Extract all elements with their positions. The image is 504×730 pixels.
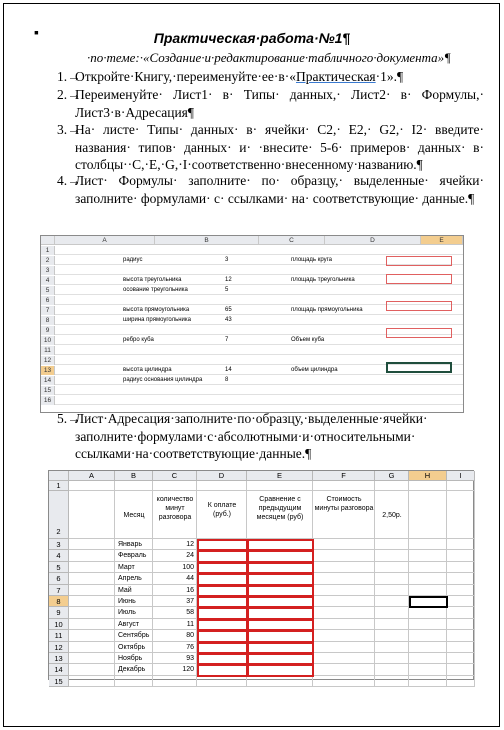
cell (375, 481, 409, 491)
row-number: 1 (49, 481, 69, 491)
cell-c: 5 (225, 287, 229, 293)
cell (313, 653, 375, 664)
column-title: Стоимость минуты разговора (314, 496, 374, 512)
row-number: 2 (41, 256, 55, 265)
cell (313, 619, 375, 630)
task-text-part: ·1».¶ (375, 69, 404, 84)
row-number: 13 (49, 653, 69, 664)
cell (69, 607, 115, 618)
month-cell (115, 676, 153, 687)
cell (313, 676, 375, 687)
task-text: Лист· Формулы· заполните· по· образцу,· выделенные· ячейки· заполните· формулами· с· ссылками· на· соответствующие· данные.¶ (75, 173, 484, 206)
cell (409, 573, 447, 584)
row-number: 8 (49, 596, 69, 607)
task-number: 2.→ (57, 87, 81, 102)
cell (375, 539, 409, 550)
cell (375, 619, 409, 630)
formulas-sheet-screenshot (40, 235, 464, 413)
sheet-row (41, 246, 463, 255)
column-header: A (55, 236, 155, 245)
cell (313, 573, 375, 584)
task-5 (57, 410, 484, 463)
cell (375, 676, 409, 687)
cell (375, 653, 409, 664)
cell-c: 65 (225, 307, 232, 313)
task-text: Лист·Адресация·заполните·по·образцу,·выделенные·ячейки· заполните·формулами·с·абсолютными·и·относительными· ссылками·на·соответствующие·данные.¶ (75, 411, 428, 461)
row-number: 9 (49, 607, 69, 618)
cell (409, 585, 447, 596)
cell (409, 619, 447, 630)
column-header-selected: E (421, 236, 463, 245)
cell (375, 585, 409, 596)
month-cell: Октябрь (115, 642, 153, 653)
formula-cell-highlight (386, 274, 452, 284)
task-number: 3.→ (57, 122, 81, 137)
column-title: Сравнение с предыдущим месяцем (руб) (256, 496, 304, 521)
sheet-row (41, 396, 463, 405)
column-header: I (447, 471, 475, 481)
formula-cell-highlight (386, 328, 452, 338)
cell (447, 676, 475, 687)
document-title: Практическая·работа·№1¶ (153, 30, 351, 46)
corner-cell (49, 471, 69, 481)
cell-b: ребро куба (123, 337, 154, 343)
cell (375, 607, 409, 618)
minutes-cell: 37 (153, 596, 197, 607)
task-text: Переименуйте· Лист1· в· Типы· данных,· Лист2· в· Формулы,· Лист3·в·Адресация¶ (75, 87, 484, 120)
column-header: A (69, 471, 115, 481)
month-cell: Сентябрь (115, 630, 153, 641)
row-number: 4 (41, 276, 55, 285)
cell (313, 539, 375, 550)
column-title: К оплате (руб.) (207, 502, 237, 518)
row-number: 12 (49, 642, 69, 653)
document-subtitle: ·по·теме:·«Создание·и·редактирование·табличного·документа»¶ (87, 50, 451, 65)
cell (409, 664, 447, 675)
row-number: 6 (49, 573, 69, 584)
cell (313, 481, 375, 491)
cell (69, 676, 115, 687)
row-number: 15 (41, 386, 55, 395)
cell (447, 562, 475, 573)
row-number: 5 (49, 562, 69, 573)
row-number: 7 (49, 585, 69, 596)
minutes-cell: 58 (153, 607, 197, 618)
cell (69, 619, 115, 630)
row-number: 10 (49, 619, 69, 630)
row-number: 11 (41, 346, 55, 355)
row-number: 11 (49, 630, 69, 641)
month-cell: Июль (115, 607, 153, 618)
row-number: 6 (41, 296, 55, 305)
cell (409, 491, 447, 539)
row-number: 15 (49, 676, 69, 687)
cell (375, 562, 409, 573)
row-number: 13 (41, 366, 55, 375)
cell-d: объем цилиндра (291, 367, 338, 373)
row-number: 1 (41, 246, 55, 255)
task-3 (57, 121, 484, 174)
paragraph-bullet: ▪ (34, 24, 39, 40)
cell (69, 481, 115, 491)
cell (409, 550, 447, 561)
active-cell (409, 596, 448, 608)
cell (409, 539, 447, 550)
month-cell: Март (115, 562, 153, 573)
minutes-cell: 44 (153, 573, 197, 584)
cell (69, 585, 115, 596)
cell-b: высота цилиндра (123, 367, 172, 373)
row-number: 8 (41, 316, 55, 325)
task-number: 5.→ (57, 411, 81, 426)
cell-b: радиус (123, 257, 143, 263)
cell (313, 607, 375, 618)
month-cell: Январь (115, 539, 153, 550)
cell (69, 653, 115, 664)
active-cell (386, 362, 452, 373)
cell (69, 642, 115, 653)
sheet-row (41, 386, 463, 395)
cell-d: площадь круга (291, 257, 333, 263)
cell (69, 573, 115, 584)
cell-b: высота треугольника (123, 277, 182, 283)
cell (375, 596, 409, 607)
column-header: H (409, 471, 447, 481)
sheet-row (41, 376, 463, 385)
minutes-cell: 100 (153, 562, 197, 573)
formula-cell-highlight (247, 664, 314, 676)
cell (409, 630, 447, 641)
row-number: 7 (41, 306, 55, 315)
sheet-row (41, 286, 463, 295)
cell (409, 642, 447, 653)
row-number: 2 (49, 491, 69, 539)
cell (375, 642, 409, 653)
cell (447, 550, 475, 561)
cell (197, 481, 247, 491)
cell (69, 491, 115, 539)
minutes-cell: 80 (153, 630, 197, 641)
row-number: 4 (49, 550, 69, 561)
cell (313, 550, 375, 561)
cell (447, 630, 475, 641)
cell (153, 481, 197, 491)
cell (247, 481, 313, 491)
cell-d: площадь прямоугольника (291, 307, 363, 313)
cell (409, 653, 447, 664)
cell (313, 642, 375, 653)
cell (313, 562, 375, 573)
addressing-sheet-screenshot (48, 470, 474, 686)
cell (313, 585, 375, 596)
task-1 (57, 68, 484, 86)
cell-b: осование треугольника (123, 287, 188, 293)
cell (409, 676, 447, 687)
cell (447, 653, 475, 664)
column-header: D (197, 471, 247, 481)
cell (69, 664, 115, 675)
cell-b: ширина прямоугольника (123, 317, 191, 323)
month-cell: Апрель (115, 573, 153, 584)
sheet-row (41, 346, 463, 355)
cell (69, 562, 115, 573)
cell-c: 8 (225, 377, 229, 383)
cell (447, 539, 475, 550)
cell (197, 676, 247, 687)
task-2 (57, 86, 484, 121)
minutes-cell: 12 (153, 539, 197, 550)
cell (375, 630, 409, 641)
cell-b: радиус основания цилиндра (123, 377, 203, 383)
book-name: Практическая (295, 69, 376, 84)
cell (69, 630, 115, 641)
row-number: 14 (49, 664, 69, 675)
corner-cell (41, 236, 55, 245)
task-text-part: Откройте·Книгу,·переименуйте·ее·в·« (75, 69, 296, 84)
cell (375, 550, 409, 561)
cell (447, 573, 475, 584)
row-number: 3 (49, 539, 69, 550)
minutes-cell: 76 (153, 642, 197, 653)
month-cell: Февраль (115, 550, 153, 561)
cell (447, 481, 475, 491)
cell (447, 585, 475, 596)
column-header: G (375, 471, 409, 481)
cell (69, 596, 115, 607)
cell (447, 607, 475, 618)
minutes-cell: 120 (153, 664, 197, 675)
cell (409, 562, 447, 573)
row-number: 5 (41, 286, 55, 295)
cell-c: 43 (225, 317, 232, 323)
task-number: 4.→ (57, 173, 81, 188)
minutes-cell (153, 676, 197, 687)
cell-c: 7 (225, 337, 229, 343)
month-cell: Ноябрь (115, 653, 153, 664)
month-cell: Май (115, 585, 153, 596)
cell-c: 14 (225, 367, 232, 373)
cell (69, 550, 115, 561)
cell (247, 676, 313, 687)
minutes-cell: 16 (153, 585, 197, 596)
cell-c: 3 (225, 257, 229, 263)
minutes-cell: 93 (153, 653, 197, 664)
cell-c: 12 (225, 277, 232, 283)
cell (375, 664, 409, 675)
cell (447, 619, 475, 630)
row-number: 12 (41, 356, 55, 365)
row-number: 14 (41, 376, 55, 385)
cell (409, 481, 447, 491)
formula-cell-highlight (386, 256, 452, 266)
row-number: 16 (41, 396, 55, 405)
column-title: количество минут разговора (156, 496, 194, 521)
cell (313, 596, 375, 607)
cell (447, 596, 475, 607)
month-cell: Июнь (115, 596, 153, 607)
task-number: 1.→ (57, 69, 81, 84)
task-4 (57, 172, 484, 207)
cell (447, 642, 475, 653)
column-header: D (325, 236, 421, 245)
row-number: 3 (41, 266, 55, 275)
column-title: Месяц (123, 512, 145, 519)
column-header: B (115, 471, 153, 481)
column-header: E (247, 471, 313, 481)
row-number: 9 (41, 326, 55, 335)
column-header: F (313, 471, 375, 481)
column-header: C (259, 236, 325, 245)
cell (375, 573, 409, 584)
column-title: 2,50р. (382, 512, 402, 519)
column-header: B (155, 236, 259, 245)
formula-cell-highlight (197, 664, 248, 676)
cell (447, 491, 475, 539)
cell (313, 630, 375, 641)
minutes-cell: 11 (153, 619, 197, 630)
cell-d: площадь треугольника (291, 277, 355, 283)
month-cell: Август (115, 619, 153, 630)
cell (447, 664, 475, 675)
row-number: 10 (41, 336, 55, 345)
cell (313, 664, 375, 675)
month-cell: Декабрь (115, 664, 153, 675)
cell (115, 481, 153, 491)
sheet-row (41, 316, 463, 325)
minutes-cell: 24 (153, 550, 197, 561)
formula-cell-highlight (386, 301, 452, 311)
task-text: На· листе· Типы· данных· в· ячейки· С2,· Е2,· G2,· I2· введите· названия· типов· данных· и· ·внесите· 5-6· примеров· данных· в· столбцы··С,·Е,·G,·I·соответственно·внесенному·названию.¶ (75, 122, 484, 172)
column-header: C (153, 471, 197, 481)
cell-b: высота прямоугольника (123, 307, 190, 313)
cell-d: Объем куба (291, 337, 325, 343)
cell (409, 607, 447, 618)
task-text (60, 68, 484, 86)
cell (69, 539, 115, 550)
